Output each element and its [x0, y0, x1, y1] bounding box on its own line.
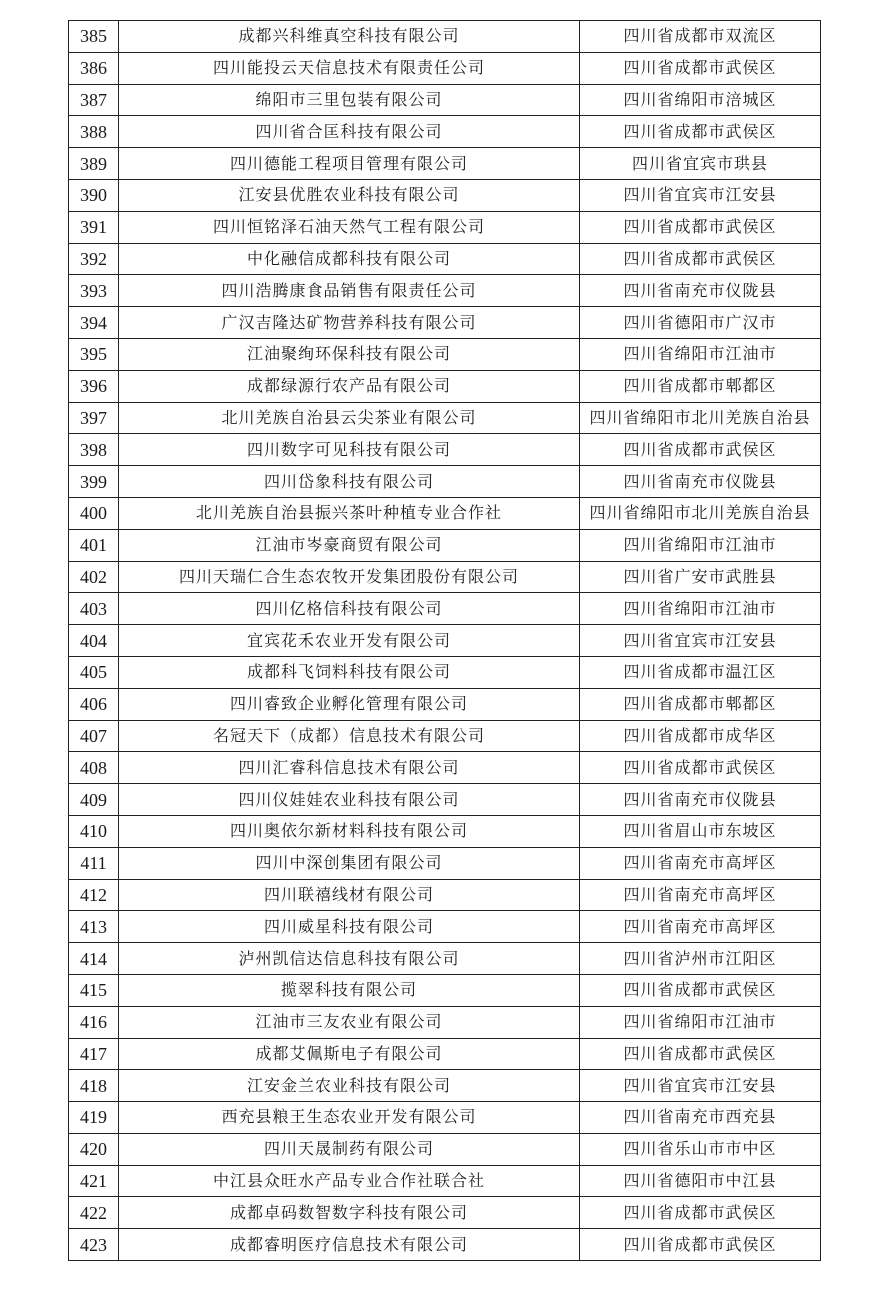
company-name-cell: 成都艾佩斯电子有限公司 — [119, 1038, 580, 1070]
region-cell: 四川省德阳市广汉市 — [580, 307, 821, 339]
region-cell: 四川省眉山市东坡区 — [580, 815, 821, 847]
company-name-cell: 江油市三友农业有限公司 — [119, 1006, 580, 1038]
table-row — [69, 1102, 821, 1134]
region-cell: 四川省成都市武侯区 — [580, 243, 821, 275]
row-number-cell: 412 — [69, 879, 119, 911]
company-name-cell: 四川汇睿科信息技术有限公司 — [119, 752, 580, 784]
company-name-cell: 绵阳市三里包装有限公司 — [119, 84, 580, 116]
table-row — [69, 974, 821, 1006]
region-cell: 四川省绵阳市北川羌族自治县 — [580, 497, 821, 529]
row-number-cell: 385 — [69, 21, 119, 53]
row-number-cell: 423 — [69, 1229, 119, 1261]
row-number-cell: 404 — [69, 625, 119, 657]
table-row — [69, 1229, 821, 1261]
row-number-cell: 390 — [69, 179, 119, 211]
table-row — [69, 593, 821, 625]
row-number-cell: 407 — [69, 720, 119, 752]
table-row — [69, 943, 821, 975]
region-cell: 四川省宜宾市江安县 — [580, 1070, 821, 1102]
table-row — [69, 370, 821, 402]
row-number-cell: 422 — [69, 1197, 119, 1229]
company-name-cell: 宜宾花禾农业开发有限公司 — [119, 625, 580, 657]
company-name-cell: 成都科飞饲料科技有限公司 — [119, 656, 580, 688]
company-list-table — [68, 20, 821, 1261]
table-row — [69, 243, 821, 275]
row-number-cell: 416 — [69, 1006, 119, 1038]
row-number-cell: 396 — [69, 370, 119, 402]
table-body — [69, 21, 821, 1261]
region-cell: 四川省成都市武侯区 — [580, 1197, 821, 1229]
table-row — [69, 879, 821, 911]
company-name-cell: 江油聚绚环保科技有限公司 — [119, 338, 580, 370]
company-name-cell: 四川睿致企业孵化管理有限公司 — [119, 688, 580, 720]
table-row — [69, 561, 821, 593]
row-number-cell: 393 — [69, 275, 119, 307]
region-cell: 四川省广安市武胜县 — [580, 561, 821, 593]
table-row — [69, 402, 821, 434]
table-row — [69, 179, 821, 211]
table-row — [69, 52, 821, 84]
row-number-cell: 408 — [69, 752, 119, 784]
region-cell: 四川省南充市高坪区 — [580, 911, 821, 943]
row-number-cell: 414 — [69, 943, 119, 975]
table-row — [69, 116, 821, 148]
table-row — [69, 656, 821, 688]
company-name-cell: 名冠天下（成都）信息技术有限公司 — [119, 720, 580, 752]
region-cell: 四川省绵阳市涪城区 — [580, 84, 821, 116]
row-number-cell: 421 — [69, 1165, 119, 1197]
row-number-cell: 413 — [69, 911, 119, 943]
row-number-cell: 406 — [69, 688, 119, 720]
region-cell: 四川省成都市成华区 — [580, 720, 821, 752]
company-name-cell: 四川省合匡科技有限公司 — [119, 116, 580, 148]
company-name-cell: 广汉吉隆达矿物营养科技有限公司 — [119, 307, 580, 339]
company-name-cell: 西充县粮王生态农业开发有限公司 — [119, 1102, 580, 1134]
row-number-cell: 389 — [69, 148, 119, 180]
company-name-cell: 四川中深创集团有限公司 — [119, 847, 580, 879]
region-cell: 四川省德阳市中江县 — [580, 1165, 821, 1197]
table-row — [69, 529, 821, 561]
company-name-cell: 中化融信成都科技有限公司 — [119, 243, 580, 275]
region-cell: 四川省成都市武侯区 — [580, 211, 821, 243]
region-cell: 四川省南充市高坪区 — [580, 847, 821, 879]
table-row — [69, 847, 821, 879]
row-number-cell: 418 — [69, 1070, 119, 1102]
table-row — [69, 1165, 821, 1197]
region-cell: 四川省成都市武侯区 — [580, 974, 821, 1006]
row-number-cell: 405 — [69, 656, 119, 688]
company-name-cell: 揽翠科技有限公司 — [119, 974, 580, 1006]
table-row — [69, 752, 821, 784]
region-cell: 四川省成都市武侯区 — [580, 116, 821, 148]
company-name-cell: 成都兴科维真空科技有限公司 — [119, 21, 580, 53]
region-cell: 四川省绵阳市江油市 — [580, 338, 821, 370]
company-name-cell: 四川岱象科技有限公司 — [119, 466, 580, 498]
region-cell: 四川省成都市武侯区 — [580, 752, 821, 784]
region-cell: 四川省成都市郫都区 — [580, 370, 821, 402]
region-cell: 四川省成都市武侯区 — [580, 434, 821, 466]
region-cell: 四川省宜宾市江安县 — [580, 625, 821, 657]
company-name-cell: 成都睿明医疗信息技术有限公司 — [119, 1229, 580, 1261]
company-name-cell: 四川威星科技有限公司 — [119, 911, 580, 943]
row-number-cell: 419 — [69, 1102, 119, 1134]
row-number-cell: 394 — [69, 307, 119, 339]
company-name-cell: 成都卓码数智数字科技有限公司 — [119, 1197, 580, 1229]
company-name-cell: 四川仪娃娃农业科技有限公司 — [119, 784, 580, 816]
table-row — [69, 84, 821, 116]
row-number-cell: 402 — [69, 561, 119, 593]
region-cell: 四川省南充市仪陇县 — [580, 466, 821, 498]
row-number-cell: 417 — [69, 1038, 119, 1070]
table-row — [69, 1006, 821, 1038]
table-row — [69, 911, 821, 943]
company-name-cell: 江油市岑豪商贸有限公司 — [119, 529, 580, 561]
company-name-cell: 北川羌族自治县云尖茶业有限公司 — [119, 402, 580, 434]
region-cell: 四川省乐山市市中区 — [580, 1133, 821, 1165]
row-number-cell: 386 — [69, 52, 119, 84]
company-name-cell: 四川数字可见科技有限公司 — [119, 434, 580, 466]
row-number-cell: 400 — [69, 497, 119, 529]
company-name-cell: 四川恒铭泽石油天然气工程有限公司 — [119, 211, 580, 243]
table-row — [69, 1070, 821, 1102]
company-name-cell: 四川天晟制药有限公司 — [119, 1133, 580, 1165]
region-cell: 四川省南充市仪陇县 — [580, 784, 821, 816]
company-name-cell: 四川能投云天信息技术有限责任公司 — [119, 52, 580, 84]
region-cell: 四川省宜宾市江安县 — [580, 179, 821, 211]
row-number-cell: 410 — [69, 815, 119, 847]
row-number-cell: 401 — [69, 529, 119, 561]
company-name-cell: 江安县优胜农业科技有限公司 — [119, 179, 580, 211]
row-number-cell: 409 — [69, 784, 119, 816]
region-cell: 四川省成都市武侯区 — [580, 1229, 821, 1261]
company-name-cell: 四川天瑞仁合生态农牧开发集团股份有限公司 — [119, 561, 580, 593]
region-cell: 四川省成都市武侯区 — [580, 1038, 821, 1070]
region-cell: 四川省成都市郫都区 — [580, 688, 821, 720]
region-cell: 四川省成都市双流区 — [580, 21, 821, 53]
company-name-cell: 成都绿源行农产品有限公司 — [119, 370, 580, 402]
region-cell: 四川省绵阳市北川羌族自治县 — [580, 402, 821, 434]
row-number-cell: 392 — [69, 243, 119, 275]
row-number-cell: 415 — [69, 974, 119, 1006]
table-row — [69, 338, 821, 370]
table-row — [69, 466, 821, 498]
table-row — [69, 434, 821, 466]
region-cell: 四川省宜宾市珙县 — [580, 148, 821, 180]
company-name-cell: 中江县众旺水产品专业合作社联合社 — [119, 1165, 580, 1197]
row-number-cell: 397 — [69, 402, 119, 434]
row-number-cell: 399 — [69, 466, 119, 498]
table-row — [69, 815, 821, 847]
region-cell: 四川省南充市仪陇县 — [580, 275, 821, 307]
company-name-cell: 四川德能工程项目管理有限公司 — [119, 148, 580, 180]
table-row — [69, 688, 821, 720]
row-number-cell: 420 — [69, 1133, 119, 1165]
row-number-cell: 391 — [69, 211, 119, 243]
region-cell: 四川省绵阳市江油市 — [580, 529, 821, 561]
company-name-cell: 四川联禧线材有限公司 — [119, 879, 580, 911]
company-list-table-container — [68, 20, 820, 1261]
table-row — [69, 1197, 821, 1229]
region-cell: 四川省绵阳市江油市 — [580, 593, 821, 625]
region-cell: 四川省成都市温江区 — [580, 656, 821, 688]
company-name-cell: 四川浩腾康食品销售有限责任公司 — [119, 275, 580, 307]
company-name-cell: 北川羌族自治县振兴茶叶种植专业合作社 — [119, 497, 580, 529]
table-row — [69, 625, 821, 657]
table-row — [69, 1133, 821, 1165]
company-name-cell: 四川亿格信科技有限公司 — [119, 593, 580, 625]
table-row — [69, 307, 821, 339]
region-cell: 四川省成都市武侯区 — [580, 52, 821, 84]
table-row — [69, 21, 821, 53]
row-number-cell: 395 — [69, 338, 119, 370]
table-row — [69, 1038, 821, 1070]
row-number-cell: 411 — [69, 847, 119, 879]
company-name-cell: 四川奥依尔新材料科技有限公司 — [119, 815, 580, 847]
table-row — [69, 148, 821, 180]
row-number-cell: 403 — [69, 593, 119, 625]
region-cell: 四川省泸州市江阳区 — [580, 943, 821, 975]
table-row — [69, 784, 821, 816]
table-row — [69, 211, 821, 243]
region-cell: 四川省南充市西充县 — [580, 1102, 821, 1134]
company-name-cell: 江安金兰农业科技有限公司 — [119, 1070, 580, 1102]
row-number-cell: 388 — [69, 116, 119, 148]
row-number-cell: 398 — [69, 434, 119, 466]
table-row — [69, 497, 821, 529]
table-row — [69, 275, 821, 307]
table-row — [69, 720, 821, 752]
company-name-cell: 泸州凯信达信息科技有限公司 — [119, 943, 580, 975]
region-cell: 四川省南充市高坪区 — [580, 879, 821, 911]
region-cell: 四川省绵阳市江油市 — [580, 1006, 821, 1038]
row-number-cell: 387 — [69, 84, 119, 116]
